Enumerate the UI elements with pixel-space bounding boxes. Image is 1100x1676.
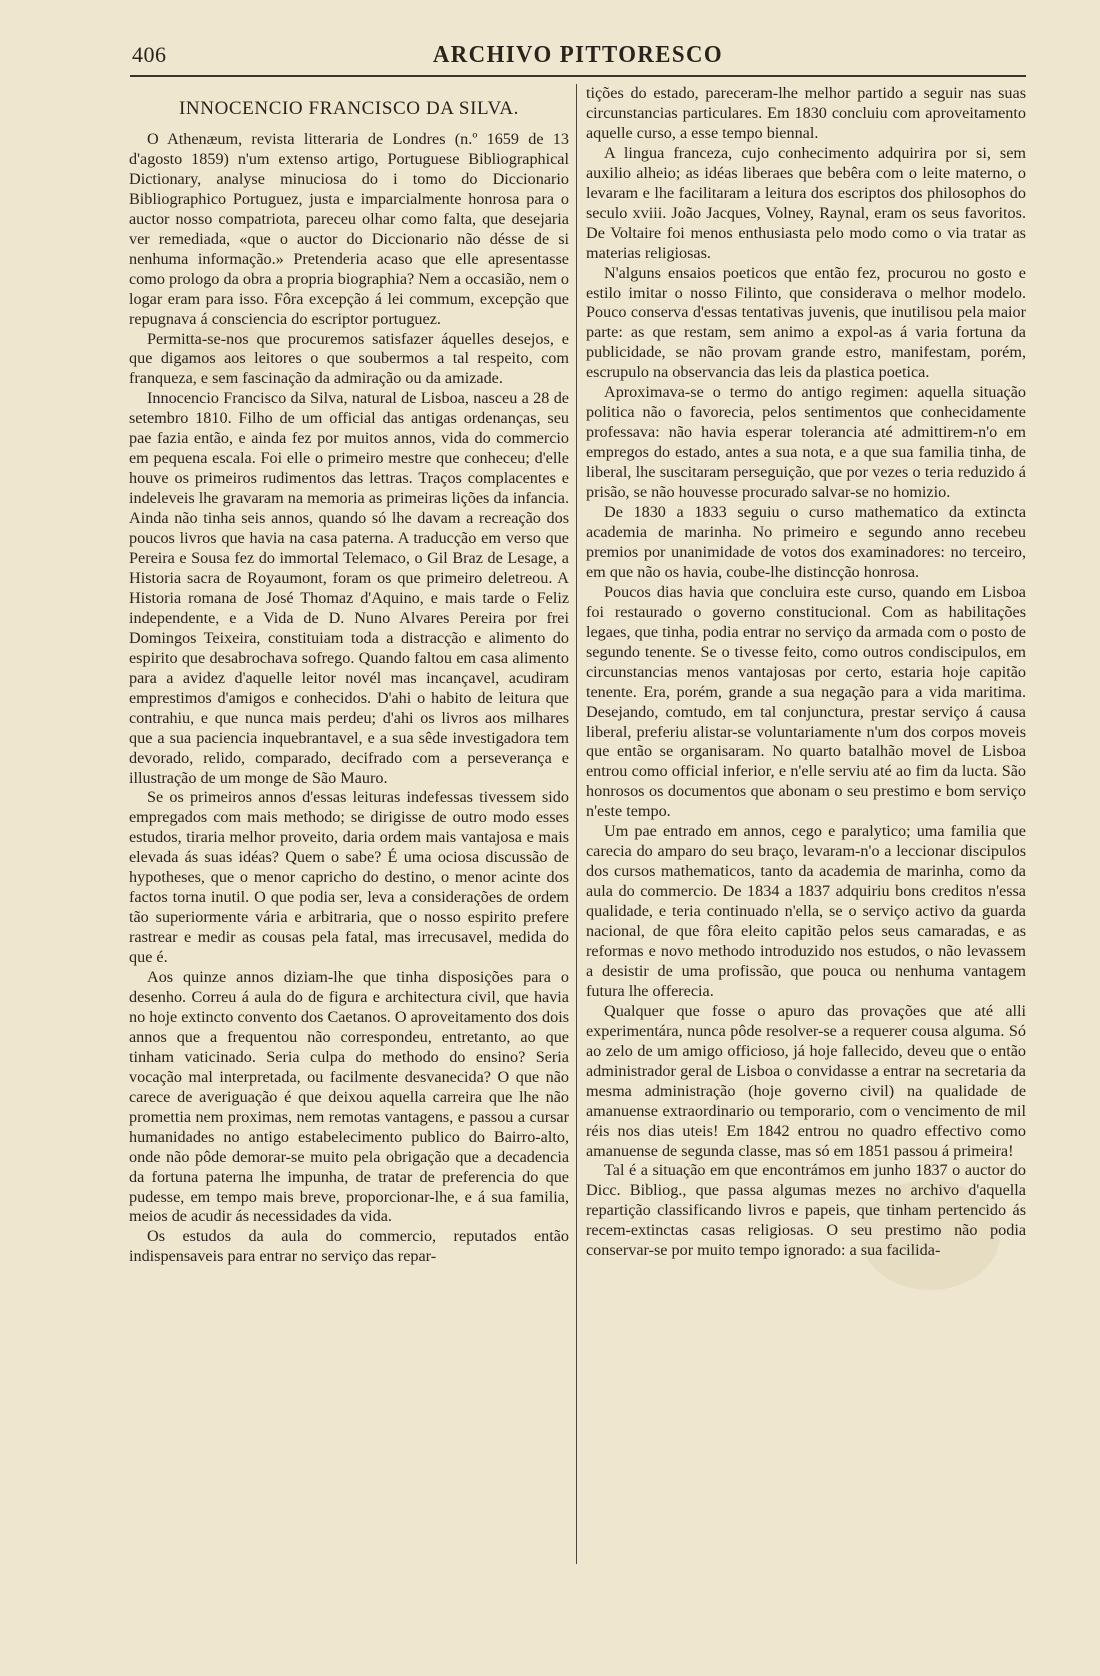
paragraph: Innocencio Francisco da Silva, natural de Lisboa, nasceu a 28 de setembro 1810. Filho de um official das antigas ordenanças, seu pae fazia então, e ainda fez por muitos annos, vida do commercio em pequena escala. Foi elle o primeiro mestre que conheceu; d'elle houve os primeiros rudimentos das lettras. Traços complacentes e indeleveis lhe gravaram na memoria as primeiras lições da infancia. Ainda não tinha seis annos, quando só lhe davam a recreação dos poucos livros que havia na casa paterna. A traducção em verso que Pereira e Sousa fez do immortal Telemaco, o Gil Braz de Lesage, a Historia sacra de Royaumont, foram os que primeiro deletreou. A Historia romana de José Thomaz d'Aquino, e mais tarde o Feliz independente, e a Vida de D. Nuno Alvares Pereira por frei Domingos Teixeira, constituiam toda a distracção e alimento do espirito que desabrochava sofrego. Quando faltou em casa alimento para a avidez d'aquelle leitor novél mas incançavel, acudiram emprestimos d'amigos e conhecidos. D'ahi o habito de leitura que contrahiu, e que nunca mais perdeu; d'ahi os livros aos milhares que a sua paciencia inquebrantavel, e a sua sêde investigadora tem devorado, relido, comparado, decifrado com a perseverança e illustração de um monge de São Mauro.	[129, 389, 569, 787]
paragraph: O Athenæum, revista litteraria de Londres (n.º 1659 de 13 d'agosto 1859) n'um extenso artigo, Portuguese Bibliographical Dictionary, analyse minuciosa do i tomo do Diccionario Bibliographico Portuguez, justa e imparcialmente honrosa para o auctor nosso compatriota, pareceu olhar como falta, que desejaria ver remediada, «que o auctor do Diccionario não désse de si nenhuma informação.» Pretenderia acaso que elle apresentasse como prologo da obra a propria biographia? Nem a occasião, nem o logar eram para isso. Fôra excepção á lei commum, excepção que repugnava á consciencia do escriptor portuguez.	[129, 130, 569, 328]
running-head	[132, 40, 1024, 74]
journal-title: ARCHIVO PITTORESCO	[432, 42, 724, 68]
paragraph: Qualquer que fosse o apuro das provações que até alli experimentára, nunca pôde resolver-se a requerer cousa alguma. Só ao zelo de um amigo officioso, já hoje fallecido, deveu que o então administrador geral de Lisboa o convidasse a entrar na secretaria da mesma administração (hoje governo civil) na qualidade de amanuense extraordinario ou temporario, com o vencimento de mil réis nos dias uteis! Em 1842 entrou no quadro effectivo como amanuense de segunda classe, mas só em 1851 passou á primeira!	[586, 1001, 1026, 1160]
right-column	[586, 84, 1026, 1261]
paragraph: A lingua franceza, cujo conhecimento adquirira por si, sem auxilio alheio; as idéas liberaes que bebêra com o leite materno, o levaram e lhe facilitaram a leitura dos escriptos dos philosophos do seculo xviii. João Jacques, Volney, Raynal, eram os seus favoritos. De Voltaire foi menos enthusiasta pelo modo como o via tratar as materias religiosas.	[586, 143, 1026, 262]
paragraph: Se os primeiros annos d'essas leituras indefessas tivessem sido empregados com mais methodo; se dirigisse de outro modo esses estudos, tiraria melhor proveito, daria ordem mais vantajosa e mais elevada ás suas idéas? Quem o sabe? É uma ociosa discussão de hypotheses, que o menor capricho do destino, o menor acinte dos factos torna inutil. O que podia ser, leva a considerações de ordem tão superiormente vária e arbitraria, que o nosso espirito prefere rastrear e medir as cousas pela fatal, mas irrecusavel, medida do que é.	[129, 788, 569, 967]
header-rule	[130, 75, 1026, 77]
paragraph: Tal é a situação em que encontrámos em junho 1837 o auctor do Dicc. Bibliog., que passa algumas mezes no archivo d'aquella repartição classificando livros e papeis, que tinham pertencido ás recem-extinctas casas religiosas. O seu prestimo não podia conservar-se por muito tempo ignorado: a sua facilida-	[586, 1161, 1026, 1260]
left-column	[129, 84, 569, 1267]
article-title: INNOCENCIO FRANCISCO DA SILVA.	[179, 98, 519, 119]
paragraph: Um pae entrado em annos, cego e paralytico; uma familia que carecia do amparo do seu braço, levaram-n'o a leccionar discipulos dos cursos mathematicos, tanto da academia de marinha, como da aula do commercio. De 1834 a 1837 adquiriu bons creditos n'essa qualidade, e teria continuado n'ella, se o serviço activo da guarda nacional, de que fôra eleito capitão pelos seus camaradas, e as reformas e novo methodo introduzido nos estudos, o não levassem a desistir de uma profissão, que pouca ou nenhuma vantagem futura lhe offerecia.	[586, 822, 1026, 1000]
paragraph: Os estudos da aula do commercio, reputados então indispensaveis para entrar no serviço das repar-	[129, 1227, 569, 1266]
column-divider	[576, 84, 577, 1564]
paragraph: Poucos dias havia que concluira este curso, quando em Lisboa foi restaurado o governo constitucional. Com as habilitações legaes, que tinha, podia entrar no serviço da armada com o posto de segundo tenente. Se o tivesse feito, como outros condiscipulos, em circunstancias menos vantajosas por certo, estaria hoje capitão tenente. Era, porém, grande a sua negação para a vida maritima. Desejando, comtudo, em tal conjunctura, prestar serviço á causa liberal, preferiu alistar-se voluntariamente n'um dos corpos moveis que então se organisaram. No quarto batalhão movel de Lisboa entrou como official inferior, e n'elle serviu até ao fim da lucta. São honrosos os documentos que abonam o seu prestimo e bom serviço n'este tempo.	[586, 582, 1026, 821]
paragraph: tições do estado, pareceram-lhe melhor partido a seguir nas suas circunstancias particulares. Em 1830 concluiu com aproveitamento aquelle curso, a esse tempo biennal.	[586, 84, 1026, 142]
page-number: 406	[132, 42, 167, 67]
paragraph: Permitta-se-nos que procuremos satisfazer áquelles desejos, e que digamos aos leitores o que soubermos a tal respeito, com franqueza, e sem fascinação da admiração ou da amizade.	[129, 329, 569, 388]
paragraph: N'alguns ensaios poeticos que então fez, procurou no gosto e estilo imitar o nosso Filinto, que considerava o melhor modelo. Pouco conserva d'essas tentativas juvenis, que inutilisou pela maior parte: as que restam, sem animo a expol-as á varia fortuna da publicidade, se não provam grande estro, manifestam, porém, escrupulo na observancia das leis da plastica poetica.	[586, 263, 1026, 382]
paragraph: De 1830 a 1833 seguiu o curso mathematico da extincta academia de marinha. No primeiro e segundo anno recebeu premios por unanimidade de votos dos examinadores: no terceiro, em que não os havia, coube-lhe distincção honrosa.	[586, 503, 1026, 581]
paragraph: Aproximava-se o termo do antigo regimen: aquella situação politica não o favorecia, pelos sentimentos que conhecidamente professava: não havia esperar tolerancia até admittirem-n'o em empregos do estado, antes a sua nota, e a que sua familia tinha, de liberal, lhe suscitaram perseguição, que por vezes o teria reduzido á prisão, se não houvesse procurado salvar-se no homizio.	[586, 383, 1026, 502]
paragraph: Aos quinze annos diziam-lhe que tinha disposições para o desenho. Correu á aula do de figura e architectura civil, que havia no hoje extincto convento dos Caetanos. O aproveitamento dos dois annos que a frequentou não correspondeu, entretanto, ao que tinham vaticinado. Seria culpa do methodo do ensino? Seria vocação mal interpretada, ou facilmente desvanecida? O que não carece de averiguação é que deixou aquella carreira que lhe não promettia nem proximas, nem remotas vantagens, e passou a cursar humanidades no antigo estabelecimento publico do Bairro-alto, onde não pôde demorar-se muito pela obrigação que a decadencia da fortuna paterna lhe impunha, de tratar de preferencia do que pudesse, em tempo mais breve, proporcionar-lhe, e á sua familia, meios de acudir ás necessidades da vida.	[129, 968, 569, 1226]
